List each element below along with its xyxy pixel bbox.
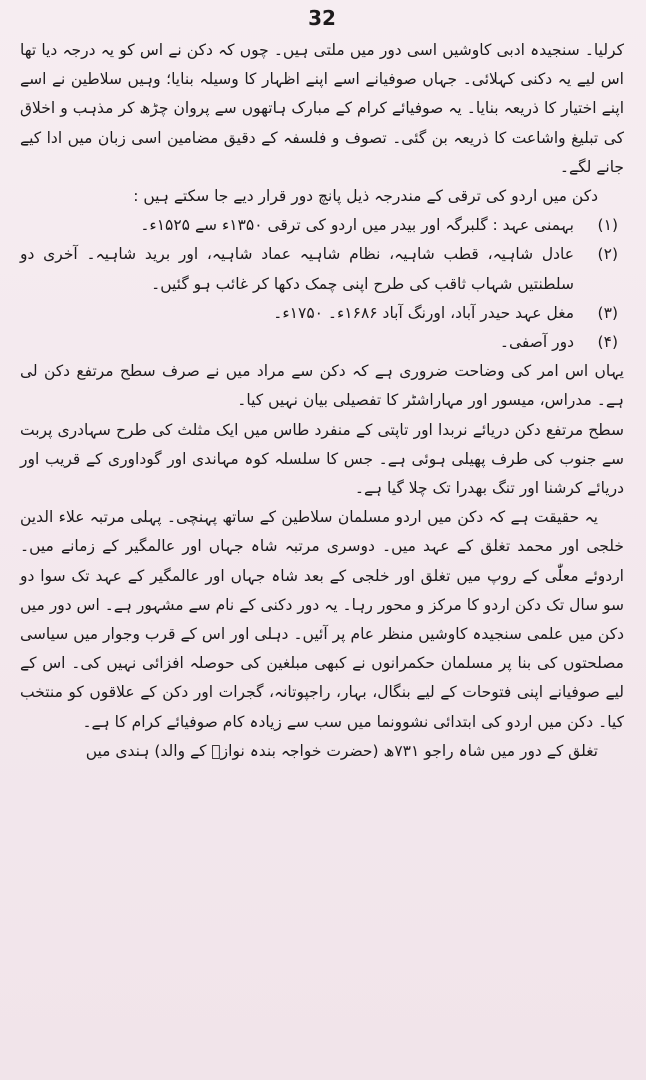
list-item: [20, 211, 624, 240]
list-item: [20, 328, 624, 357]
paragraph-4: سطح مرتفع دکن دریائے نربدا اور تاپتی کے منفرد طاس میں ایک مثلث کی طرح سہادری پربت سے جنوب کی طرف پھیلی ہوئی ہے۔ جس کا سلسلہ کوہ مہاندی اور گوداوری کے قریب اور دریائے کرشنا اور تنگ بھدرا تک چلا گیا ہے۔: [20, 420, 624, 498]
list-item: [20, 240, 624, 298]
paragraph-1: کرلیا۔ سنجیدہ ادبی کاوشیں اسی دور میں ملتی ہیں۔ چوں کہ دکن نے اس کو یہ درجہ دیا تھا اس لیے یہ دکنی کہلائی۔ جہاں صوفیانے اسے اپنے اظہار کا وسیلہ بنایا؛ وہیں سلاطین نے اسے اپنے اختیار کا ذریعہ بنایا۔ یہ صوفیائے کرام کے مبارک ہاتھوں سے پروان چڑھ کر مذہب و اخلاق کی تبلیغ واشاعت کا ذریعہ بن گئی۔ تصوف و فلسفہ کے دقیق مضامین اسی زبان میں ادا کیے جانے لگے۔: [20, 41, 624, 176]
list-text: بہمنی عہد : گلبرگہ اور بیدر میں اردو کی ترقی ۱۳۵۰ء سے ۱۵۲۵ء۔: [140, 216, 574, 235]
paragraph-6: تغلق کے دور میں شاہ راجو ۷۳۱ھ (حضرت خواجہ بندہ نوازؒ کے والد) ہندی میں: [85, 741, 598, 760]
list-number: (۳): [597, 303, 618, 322]
list-number: (۴): [597, 333, 618, 352]
paragraph-2: دکن میں اردو کی ترقی کے مندرجہ ذیل پانچ دور قرار دیے جا سکتے ہیں :: [133, 187, 598, 206]
page-number: 32: [308, 6, 336, 30]
list-item: [20, 299, 624, 328]
list-text: دور آصفی۔: [499, 333, 574, 352]
period-list: [20, 211, 624, 357]
list-text: عادل شاہیہ، قطب شاہیہ، نظام شاہیہ عماد شاہیہ، اور برید شاہیہ۔ آخری دو سلطنتیں شہاب ثاقب کی طرح اپنی چمک دکھا کر غائب ہو گئیں۔: [20, 245, 574, 293]
list-number: (۲): [597, 245, 618, 264]
paragraph-5: یہ حقیقت ہے کہ دکن میں اردو مسلمان سلاطین کے ساتھ پہنچی۔ پہلی مرتبہ علاء الدین خلجی اور محمد تغلق کے عہد میں۔ دوسری مرتبہ شاہ جہاں اور عالمگیر کے زمانے میں۔ اردوئے معلّٰی کے روپ میں تغلق اور خلجی کے بعد شاہ جہاں اور عالمگیر کے عہد تک سوا دو سو سال تک دکن اردو کا مرکز و محور رہا۔ یہ دور دکنی کے نام سے مشہور ہے۔ اس دور میں دکن میں علمی سنجیدہ کاوشیں منظر عام پر آئیں۔ دہلی اور اس کے قرب وجوار میں سیاسی مصلحتوں کی بنا پر مسلمان حکمرانوں نے کبھی مبلغین کی حوصلہ افزائی نہیں کی۔ اس کے لیے صوفیانے اپنی فتوحات کے لیے بنگال، بہار، راجپوتانہ، گجرات اور دکن کے علاقوں کو منتخب کیا۔ دکن میں اردو کی ابتدائی نشوونما میں سب سے زیادہ کام صوفیائے کرام کا ہے۔: [20, 508, 624, 731]
page-body: [20, 36, 624, 766]
list-number: (۱): [597, 216, 618, 235]
paragraph-3: یہاں اس امر کی وضاحت ضروری ہے کہ دکن سے مراد میں نے صرف سطح مرتفع دکن لی ہے۔ مدراس، میسور اور مہاراشٹر کا تفصیلی بیان نہیں کیا۔: [20, 362, 624, 410]
list-text: مغل عہد حیدر آباد، اورنگ آباد ۱۶۸۶ء۔ ۱۷۵۰ء۔: [273, 303, 574, 322]
